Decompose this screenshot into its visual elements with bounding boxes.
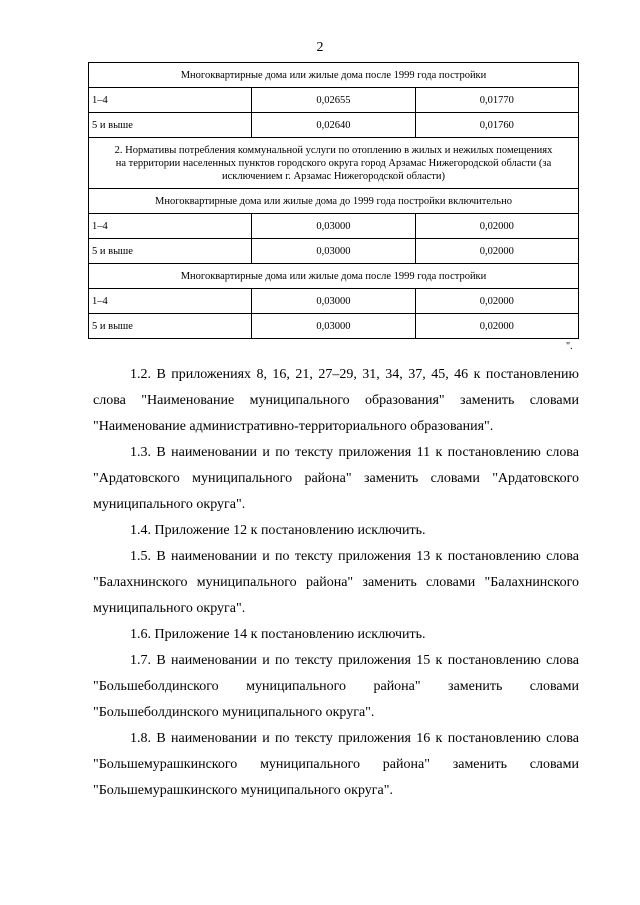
closing-quote-mark: ". <box>566 341 573 352</box>
paragraph-1-4: 1.4. Приложение 12 к постановлению исключить. <box>130 523 426 538</box>
floors-cell: 1–4 <box>89 214 252 239</box>
value-cell: 0,01760 <box>415 113 578 138</box>
value-cell: 0,02640 <box>252 113 415 138</box>
value-cell: 0,02000 <box>415 239 578 264</box>
paragraph-1-6: 1.6. Приложение 14 к постановлению исключить. <box>130 627 426 642</box>
section-header-after-1999: Многоквартирные дома или жилые дома после 1999 года постройки <box>89 63 579 88</box>
table-row <box>89 214 579 239</box>
floors-cell: 1–4 <box>89 88 252 113</box>
value-cell: 0,02000 <box>415 289 578 314</box>
norms-table <box>88 62 579 339</box>
value-cell: 0,02655 <box>252 88 415 113</box>
page-number: 2 <box>316 40 324 55</box>
body-text <box>93 362 579 804</box>
floors-cell: 5 и выше <box>89 239 252 264</box>
table-row <box>89 239 579 264</box>
value-cell: 0,03000 <box>252 314 415 339</box>
value-cell: 0,03000 <box>252 239 415 264</box>
paragraph-1-5: 1.5. В наименовании и по тексту приложения 13 к постановлению слова "Балахнинского муниципального района" заменить словами "Балахнинского муниципального округа". <box>93 549 579 616</box>
floors-cell: 5 и выше <box>89 113 252 138</box>
table-row <box>89 88 579 113</box>
value-cell: 0,03000 <box>252 289 415 314</box>
paragraph-1-2: 1.2. В приложениях 8, 16, 21, 27–29, 31, 34, 37, 45, 46 к постановлению слова "Наименование муниципального образования" заменить словами "Наименование административно-территориального образования". <box>93 367 579 434</box>
table-row <box>89 314 579 339</box>
paragraph-1-8: 1.8. В наименовании и по тексту приложения 16 к постановлению слова "Большемурашкинского муниципального района" заменить словами "Большемурашкинского муниципального округа". <box>93 731 579 798</box>
table-row <box>89 113 579 138</box>
section-heading-2: 2. Нормативы потребления коммунальной услуги по отоплению в жилых и нежилых помещениях на территории населенных пунктов городского округа город Арзамас Нижегородской области (за исключением г. Арзамас Нижегородской области) <box>89 138 579 189</box>
value-cell: 0,02000 <box>415 314 578 339</box>
value-cell: 0,02000 <box>415 214 578 239</box>
paragraph-1-7: 1.7. В наименовании и по тексту приложения 15 к постановлению слова "Большеболдинского муниципального района" заменить словами "Большеболдинского муниципального округа". <box>93 653 579 720</box>
value-cell: 0,01770 <box>415 88 578 113</box>
table-row <box>89 289 579 314</box>
floors-cell: 1–4 <box>89 289 252 314</box>
section-header-after-1999: Многоквартирные дома или жилые дома после 1999 года постройки <box>89 264 579 289</box>
value-cell: 0,03000 <box>252 214 415 239</box>
floors-cell: 5 и выше <box>89 314 252 339</box>
section-header-before-1999: Многоквартирные дома или жилые дома до 1999 года постройки включительно <box>89 189 579 214</box>
paragraph-1-3: 1.3. В наименовании и по тексту приложения 11 к постановлению слова "Ардатовского муниципального района" заменить словами "Ардатовского муниципального округа". <box>93 445 579 512</box>
